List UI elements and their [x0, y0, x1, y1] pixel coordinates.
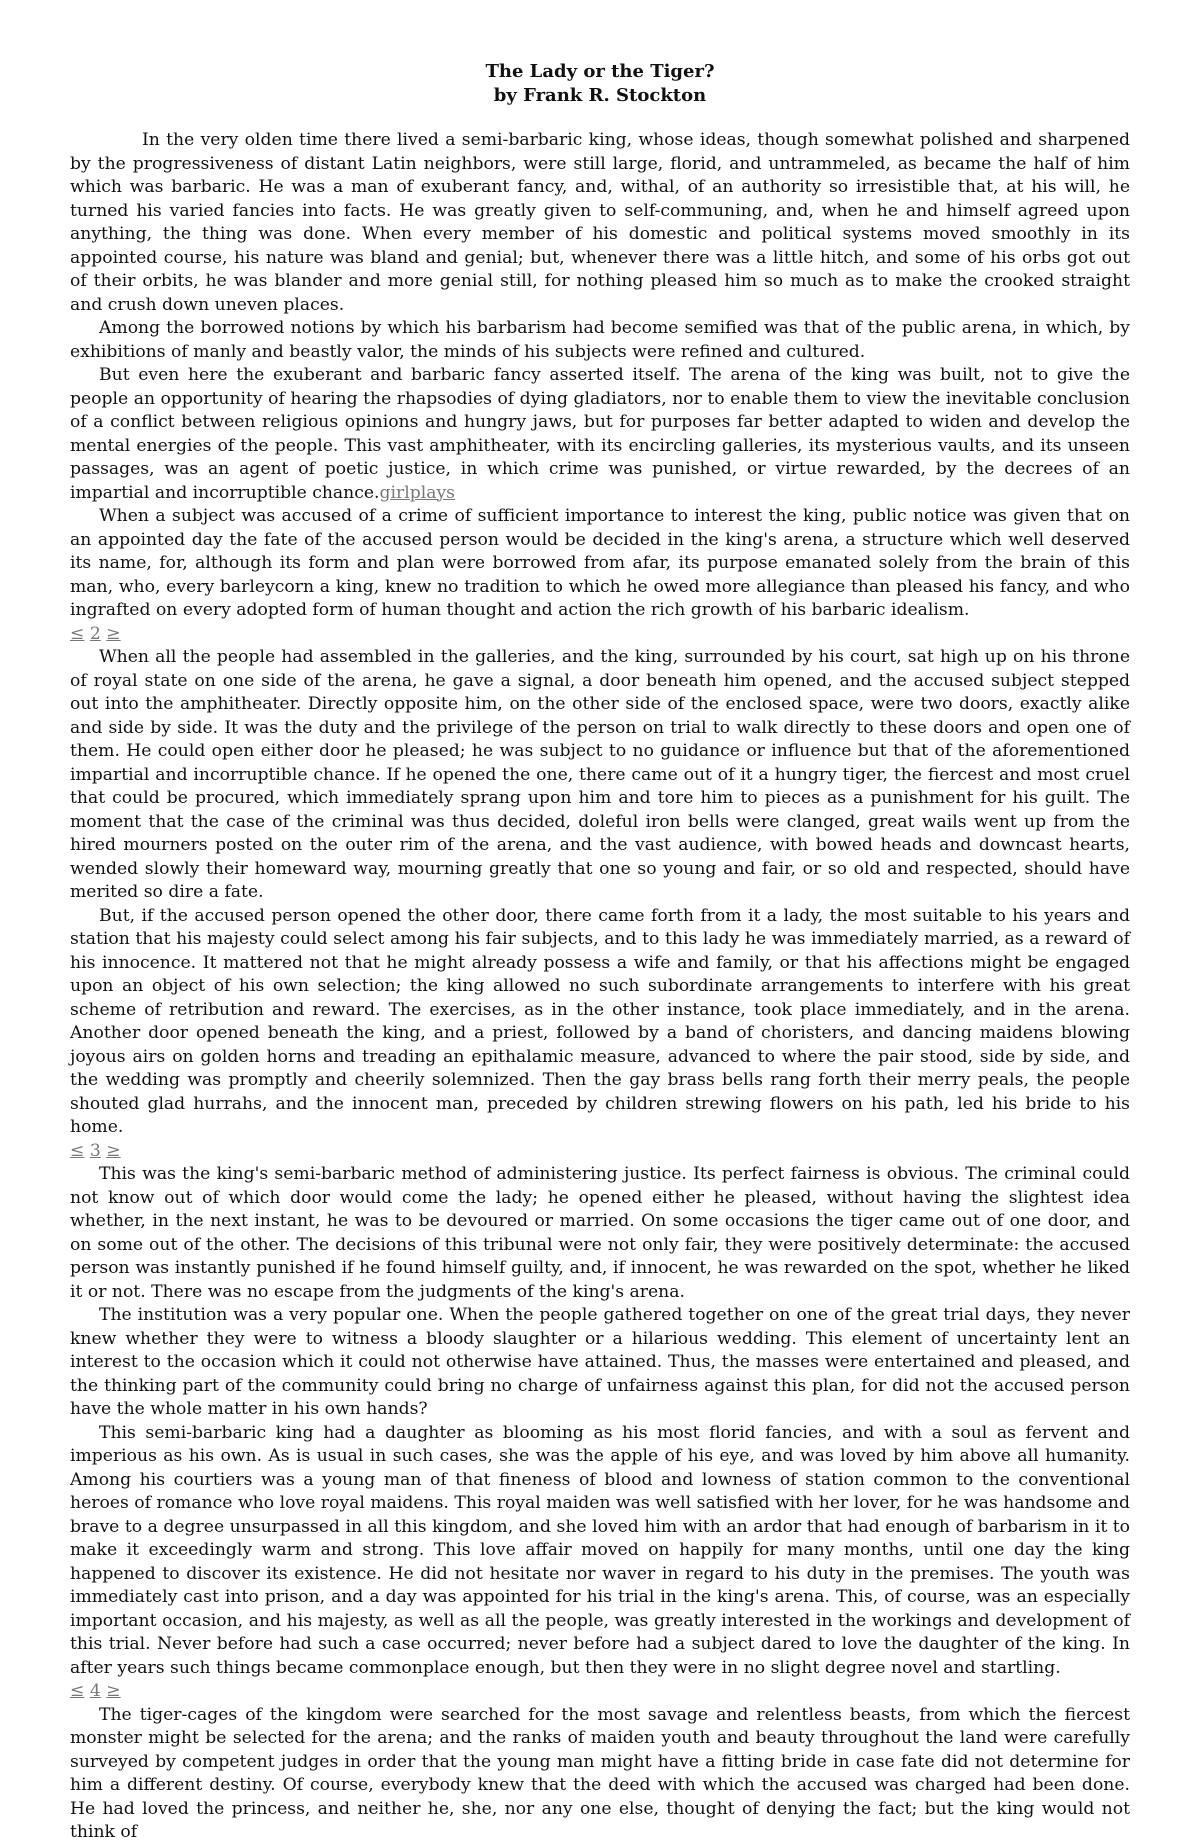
next-page-link[interactable]: ≥ [106, 1140, 121, 1161]
paragraph: When a subject was accused of a crime of sufficient importance to interest the king, public notice was given that on an appointed day the fate of the accused person would be decided in the king's arena, a structure which well deserved its name, for, although its form and plan were borrowed from afar, its purpose emanated solely from the brain of this man, who, every barleycorn a king, knew no tradition to which he owed more allegiance than pleased his fancy, and who ingrafted on every adopted form of human thought and action the rich growth of his barbaric idealism. [70, 506, 1130, 620]
prev-page-link[interactable]: ≤ [70, 623, 85, 644]
paragraph: In the very olden time there lived a semi-barbaric king, whose ideas, though somewhat polished and sharpened by the progressiveness of distant Latin neighbors, were still large, florid, and untrammeled, as became the half of him which was barbaric. He was a man of exuberant fancy, and, withal, of an authority so irresistible that, at his will, he turned his varied fancies into facts. He was greatly given to self-communing, and, when he and himself agreed upon anything, the thing was done. When every member of his domestic and political systems moved smoothly in its appointed course, his nature was bland and genial; but, whenever there was a little hitch, and some of his orbs got out of their orbits, he was blander and more genial still, for nothing pleased him so much as to make the crooked straight and crush down uneven places. [70, 130, 1130, 315]
paragraph: But, if the accused person opened the other door, there came forth from it a lady, the most suitable to his years and station that his majesty could select among his fair subjects, and to this lady he was immediately married, as a reward of his innocence. It mattered not that he might already possess a wife and family, or that his affections might be engaged upon an object of his own selection; the king allowed no such subordinate arrangements to interfere with his great scheme of retribution and reward. The exercises, as in the other instance, took place immediately, and in the arena. Another door opened beneath the king, and a priest, followed by a band of choristers, and dancing maidens blowing joyous airs on golden horns and treading an epithalamic measure, advanced to where the pair stood, side by side, and the wedding was promptly and cheerily solemnized. Then the gay brass bells rang forth their merry peals, the people shouted glad hurrahs, and the innocent man, preceded by children strewing flowers on his path, led his bride to his home. [70, 905, 1130, 1137]
page-nav [70, 1680, 1130, 1704]
paragraph-text: But even here the exuberant and barbaric fancy asserted itself. The arena of the king was built, not to give the people an opportunity of hearing the rhapsodies of dying gladiators, nor to enable them to view the inevitable conclusion of a conflict between religious opinions and hungry jaws, but for purposes far better adapted to widen and develop the mental energies of the people. This vast amphitheater, with its encircling galleries, its mysterious vaults, and its unseen passages, was an agent of poetic justice, in which crime was punished, or virtue rewarded, by the decrees of an impartial and incorruptible chance. [70, 365, 1130, 503]
prev-page-link[interactable]: ≤ [70, 1140, 85, 1161]
paragraph: This was the king's semi-barbaric method of administering justice. Its perfect fairness is obvious. The criminal could not know out of which door would come the lady; he opened either he pleased, without having the slightest idea whether, in the next instant, he was to be devoured or married. On some occasions the tiger came out of one door, and on some out of the other. The decisions of this tribunal were not only fair, they were positively determinate: the accused person was instantly punished if he found himself guilty, and, if innocent, he was rewarded on the spot, whether he liked it or not. There was no escape from the judgments of the king's arena. [70, 1164, 1130, 1302]
inline-link[interactable]: girlplays [379, 482, 456, 503]
page-title: The Lady or the Tiger? [485, 61, 715, 82]
title-block [70, 60, 1130, 108]
page-number-link[interactable]: 4 [89, 1681, 101, 1701]
paragraph: The tiger-cages of the kingdom were searched for the most savage and relentless beasts, from which the fiercest monster might be selected for the arena; and the ranks of maiden youth and beauty throughout the land were carefully surveyed by competent judges in order that the young man might have a fitting bride in case fate did not determine for him a different destiny. Of course, everybody knew that the deed with which the accused was charged had been done. He had loved the princess, and neither he, she, nor any one else, thought of denying the fact; but the king would not think of [70, 1704, 1130, 1842]
author-byline: by Frank R. Stockton [493, 85, 707, 106]
page-nav [70, 623, 1130, 647]
paragraph: When all the people had assembled in the galleries, and the king, surrounded by his court, sat high up on his throne of royal state on one side of the arena, he gave a signal, a door beneath him opened, and the accused subject stepped out into the amphitheater. Directly opposite him, on the other side of the enclosed space, were two doors, exactly alike and side by side. It was the duty and the privilege of the person on trial to walk directly to these doors and open one of them. He could open either door he pleased; he was subject to no guidance or influence but that of the aforementioned impartial and incorruptible chance. If he opened the one, there came out of it a hungry tiger, the fiercest and most cruel that could be procured, which immediately sprang upon him and tore him to pieces as a punishment for his guilt. The moment that the case of the criminal was thus decided, doleful iron bells were clanged, great wails went up from the hired mourners posted on the outer rim of the arena, and the vast audience, with bowed heads and downcast hearts, wended slowly their homeward way, mourning greatly that one so young and fair, or so old and respected, should have merited so dire a fate. [70, 647, 1130, 902]
paragraph: Among the borrowed notions by which his barbarism had become semified was that of the public arena, in which, by exhibitions of manly and beastly valor, the minds of his subjects were refined and cultured. [70, 318, 1130, 362]
page-nav [70, 1140, 1130, 1164]
paragraph [70, 364, 1130, 505]
paragraph: This semi-barbaric king had a daughter as blooming as his most florid fancies, and with a soul as fervent and imperious as his own. As is usual in such cases, she was the apple of his eye, and was loved by him above all humanity. Among his courtiers was a young man of that fineness of blood and lowness of station common to the conventional heroes of romance who love royal maidens. This royal maiden was well satisfied with her lover, for he was handsome and brave to a degree unsurpassed in all this kingdom, and she loved him with an ardor that had enough of barbarism in it to make it exceedingly warm and strong. This love affair moved on happily for many months, until one day the king happened to discover its existence. He did not hesitate nor waver in regard to his duty in the premises. The youth was immediately cast into prison, and a day was appointed for his trial in the king's arena. This, of course, was an especially important occasion, and his majesty, as well as all the people, was greatly interested in the workings and development of this trial. Never before had such a case occurred; never before had a subject dared to love the daughter of the king. In after years such things became commonplace enough, but then they were in no slight degree novel and startling. [70, 1422, 1130, 1678]
paragraph: The institution was a very popular one. When the people gathered together on one of the great trial days, they never knew whether they were to witness a bloody slaughter or a hilarious wedding. This element of uncertainty lent an interest to the occasion which it could not otherwise have attained. Thus, the masses were entertained and pleased, and the thinking part of the community could bring no charge of unfairness against this plan, for did not the accused person have the whole matter in his own hands? [70, 1305, 1130, 1419]
prev-page-link[interactable]: ≤ [70, 1681, 85, 1701]
page-number-link[interactable]: 2 [89, 623, 101, 644]
next-page-link[interactable]: ≥ [106, 623, 121, 644]
next-page-link[interactable]: ≥ [106, 1681, 121, 1701]
page-number-link[interactable]: 3 [89, 1140, 101, 1161]
